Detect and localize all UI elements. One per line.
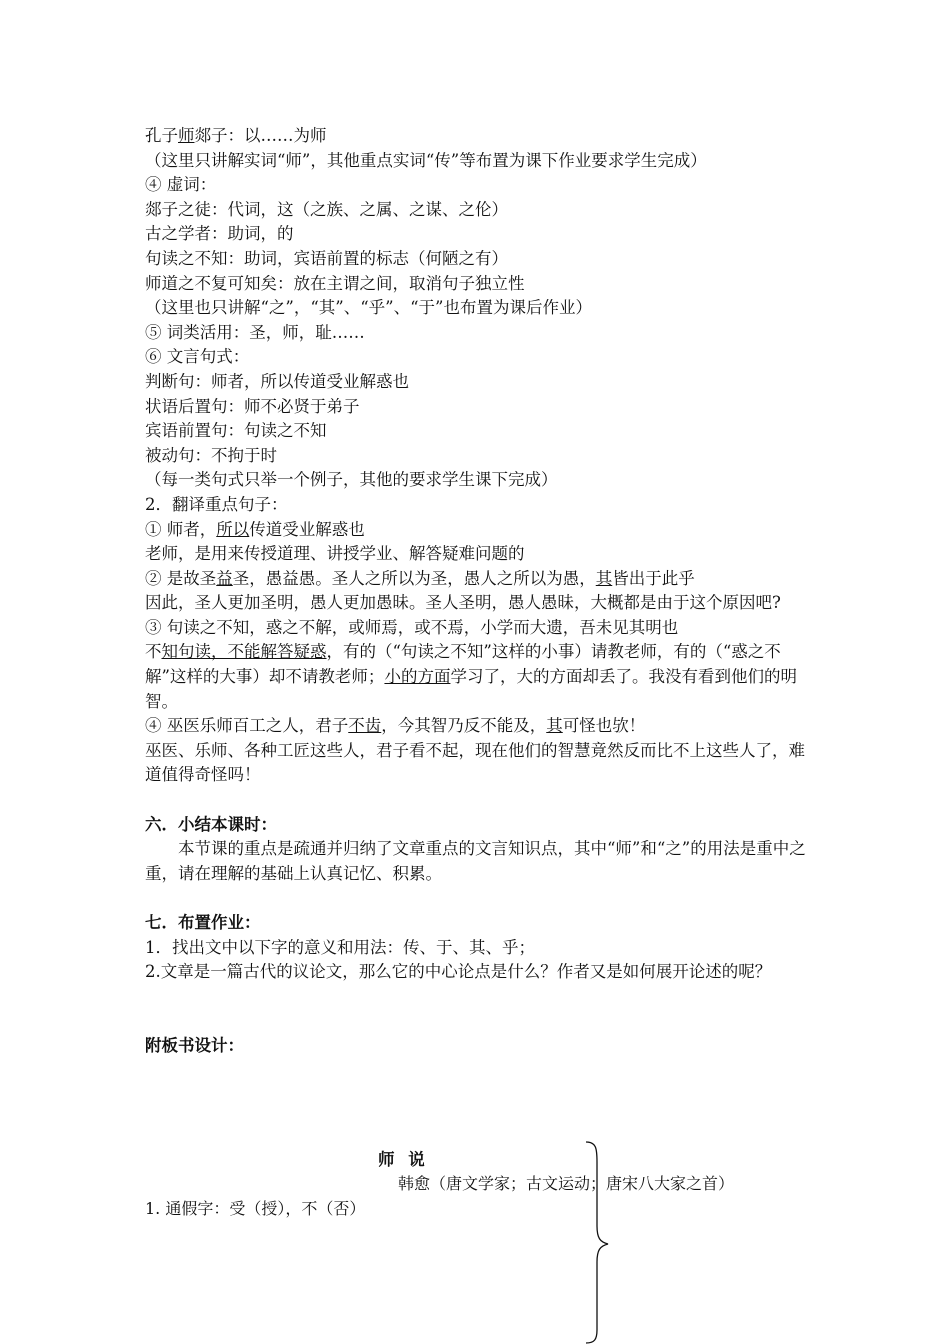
text-segment: 郯子：以……为师: [194, 126, 327, 145]
sentence-4: [145, 714, 810, 739]
subheading-translation: 2．翻译重点句子：: [145, 494, 288, 514]
translation-4: 巫医、乐师、各种工匠这些人，君子看不起，现在他们的智慧竟然反而比不上这些人了，难道值得奇怪吗！: [145, 740, 805, 785]
spacer: [145, 788, 810, 813]
text-segment: 不: [145, 642, 162, 662]
text-segment: ① 师者，: [145, 519, 217, 539]
underlined-phrase: 小的方面: [384, 667, 451, 687]
line-zhi-particle: 古之学者：助词，的: [145, 224, 294, 244]
board-heading: 附板书设计：: [145, 1035, 244, 1055]
underlined-word: 师: [178, 126, 195, 145]
section-7-heading: 七．布置作业：: [145, 913, 261, 932]
board-author: 韩愈（唐文学家；古文运动；唐宋八大家之首）: [398, 1174, 735, 1193]
subheading-sentence-patterns: ⑥ 文言句式：: [145, 347, 250, 367]
sentence-1: [145, 518, 810, 543]
lesson-body: [145, 124, 810, 1058]
line-object-preposition: 宾语前置句：句读之不知: [145, 421, 327, 441]
board-item-1: 1. 通假字：受（授），不（否）: [145, 1199, 366, 1218]
text-segment: ，今其智乃反不能及，: [381, 716, 547, 736]
spacer: [145, 886, 810, 911]
homework-item-2: 2.文章是一篇古代的议论文，那么它的中心论点是什么？作者又是如何展开论述的呢？: [145, 962, 772, 982]
right-brace-icon: [584, 1140, 614, 1344]
line-judgment-sentence: 判断句：师者，所以传道受业解惑也: [145, 371, 409, 391]
section-6-text: 本节课的重点是疏通并归纳了文章重点的文言知识点，其中“师”和“之”的用法是重中之重，请在理解的基础上认真记忆、积累。: [145, 839, 806, 883]
homework-item-1: 1．找出文中以下字的意义和用法：传、于、其、乎；: [145, 937, 535, 957]
subheading-word-class: ⑤ 词类活用：圣，师，耻……: [145, 322, 365, 342]
text-segment: ④ 巫医乐师百工之人，君子: [145, 716, 349, 736]
underlined-word: 其: [595, 568, 613, 588]
sentence-2: [145, 567, 810, 592]
text-segment: 皆出于此乎: [612, 568, 695, 588]
underlined-word: 所以: [216, 519, 250, 539]
translation-1: 老师，是用来传授道理、讲授学业、解答疑难问题的: [145, 544, 525, 564]
text-segment: 可怪也欤！: [562, 716, 646, 736]
text-segment: 孔子: [145, 126, 178, 145]
text-segment: 传道受业解惑也: [249, 519, 365, 539]
spacer: [145, 985, 810, 1034]
subheading-function-words: ④ 虚词：: [145, 175, 217, 195]
line-zhi-pronoun: 郯子之徒：代词，这（之族、之属、之谋、之伦）: [145, 199, 508, 219]
text-segment: 圣，愚益愚。圣人之所以为圣，愚人之所以为愚，: [232, 568, 596, 588]
line-adverbial-postposition: 状语后置句：师不必贤于弟子: [145, 396, 360, 416]
line-zhi-object-marker: 句读之不知：助词，宾语前置的标志（何陋之有）: [145, 248, 508, 268]
note-content-words: （这里只讲解实词“师”，其他重点实词“传”等布置为课下作业要求学生完成）: [145, 150, 707, 170]
translation-2: 因此，圣人更加圣明，愚人更加愚昧。圣人圣明，愚人愚昧，大概都是由于这个原因吧?: [145, 593, 781, 613]
section-6-heading: 六．小结本课时：: [145, 814, 277, 834]
underlined-word: 其: [546, 716, 563, 736]
underlined-word: 不齿: [348, 716, 382, 736]
sentence-3: ③ 句读之不知，惑之不解，或师焉，或不焉，小学而大遗，吾未见其明也: [145, 617, 679, 637]
note-function-words: （这里也只讲解“之”，“其”、“乎”、“于”也布置为课后作业）: [145, 298, 592, 318]
board-title: 师 说: [378, 1150, 429, 1169]
line-zhi-subject-predicate: 师道之不复可知矣：放在主谓之间，取消句子独立性: [145, 273, 525, 293]
text-segment: ，有的（“句读之不知”这样的小事）请教老师，有的（“惑之不解”这样的大事）却不请教老师；: [145, 642, 781, 687]
text-segment: ② 是故圣: [145, 568, 217, 588]
translation-3: [145, 640, 810, 714]
line-passive-sentence: 被动句：不拘于时: [145, 445, 277, 465]
underlined-phrase: 知句读，不能解答疑惑: [161, 642, 327, 662]
text-segment: 学习了，大的方面却丢了。我没有看到他们的明智。: [145, 667, 797, 711]
note-sentence-patterns: （每一类句式只举一个例子，其他的要求学生课下完成）: [145, 470, 558, 490]
underlined-word: 益: [216, 568, 233, 588]
line-shi-zhengzi: [145, 124, 810, 149]
